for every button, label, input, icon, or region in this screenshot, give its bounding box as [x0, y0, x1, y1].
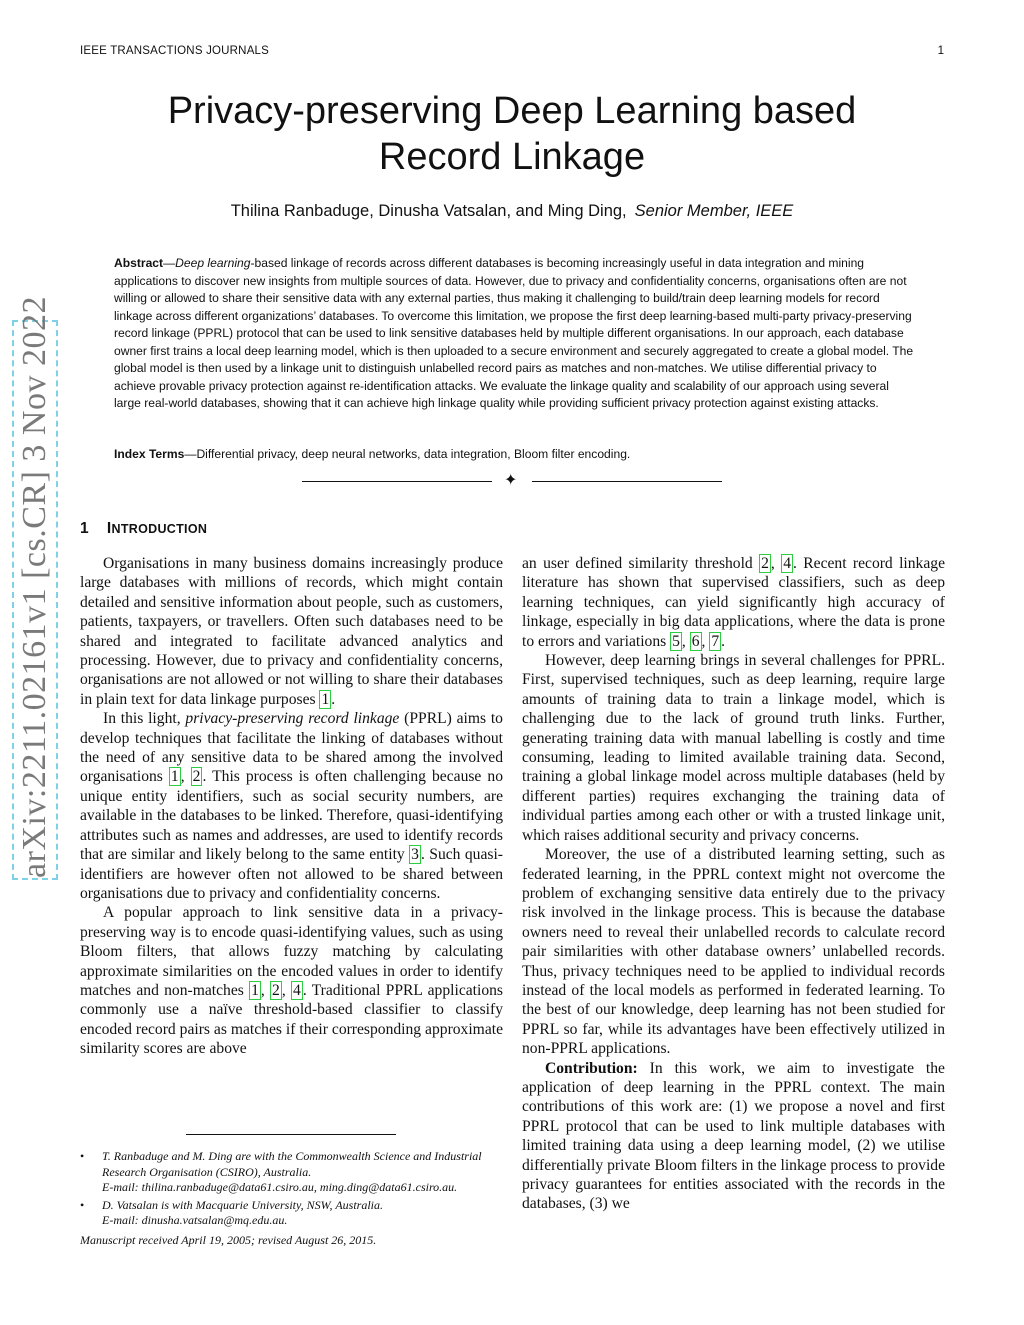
index-terms-text: Differential privacy, deep neural networks, data integration, Bloom filter encoding.	[196, 447, 631, 461]
punctuation: ,	[770, 555, 775, 572]
paragraph	[80, 709, 503, 903]
section-title-rest: NTRODUCTION	[111, 522, 208, 536]
paragraph-text: . This process is often challenging because no unique entity identifiers, such as social security numbers, are available in the databases to be linked. Therefore, quasi-identifying attributes such as names and addresses, are used to identify records that are similar and likely belong to the same entity	[80, 768, 503, 864]
separator-line-left	[302, 481, 492, 482]
paragraph-text: In this light,	[103, 710, 181, 728]
punctuation: .	[721, 632, 726, 650]
citation-link[interactable]	[270, 981, 282, 1000]
paper-title	[0, 88, 1024, 180]
citation-link[interactable]	[759, 554, 771, 573]
index-terms-label: Index Terms	[114, 447, 185, 461]
paragraph-text: In this work, we aim to investigate the application of deep learning in the PPRL context. The main contributions of this work are: (1) we propose a novel and first PPRL protocol that can be used to link multiple databases with limited training data using a deep learning model, (2) we utilise differentially private Bloom filters in the linkage process to provide privacy guarantees for entities associated with the records in the databases, (3) we	[522, 1059, 945, 1213]
footnote-email: E-mail: thilina.ranbaduge@data61.csiro.au, ming.ding@data61.csiro.au.	[102, 1180, 458, 1194]
paragraph	[522, 1059, 945, 1214]
paragraph-text: . Such quasi-identifiers are however often not allowed to be shared between organisations due to privacy and confidentiality concerns.	[80, 846, 503, 902]
abstract	[114, 255, 914, 413]
citation-link[interactable]	[249, 981, 261, 1000]
paragraph-text: (PPRL) aims to develop techniques that facilitate the linking of databases without the need of any sensitive data to be shared among the involved organisations	[80, 710, 503, 786]
title-line-1: Privacy-preserving Deep Learning based	[167, 90, 857, 132]
paragraph-text: . Traditional PPRL applications commonly use a naïve threshold-based classifier to classify encoded record pairs as matches if their corresponding approximate similarity scores are above	[80, 981, 503, 1058]
footnote-text: D. Vatsalan is with Macquarie University, NSW, Australia.	[102, 1197, 384, 1212]
abstract-lead-italic: Deep learning	[175, 256, 251, 270]
paragraph: However, deep learning brings in several challenges for PPRL. First, supervised techniques, such as deep learning, require large amounts of training data to train a linkage model, which is challenging due to the lack of ground truth links. Further, generating training data with manual labelling is costly and time consuming, leading to limited available training data. Second, training a global linkage model across multiple databases (held by different parties) requires exchanging the training data of individual parties among each other or with a trusted linkage unit, which raises additional security and privacy concerns.	[522, 652, 945, 844]
paragraph	[80, 903, 503, 1058]
citation-number: 3	[411, 846, 419, 864]
paragraph: Moreover, the use of a distributed learning setting, such as federated learning, in the PPRL context might not overcome the problem of exchanging sensitive data entirely due to the privacy risk involved in the linkage process. This is because the database owners need to reveal their unlabelled records to calculate record pair similarities with other database owners’ unlabelled records. Thus, privacy techniques need to be applied to individual records instead of the local models as performed in federated learning. To the best of our knowledge, deep learning has not been studied for PPRL so far, while its advantages have been effectively utilized in non-PPRL applications.	[522, 846, 945, 1058]
emphasis-term: privacy-preserving record linkage	[185, 710, 400, 728]
author-names: Thilina Ranbaduge, Dinusha Vatsalan, and Ming Ding,	[230, 202, 627, 220]
arxiv-stamp: arXiv:2211.02161v1 [cs.CR] 3 Nov 2022	[12, 320, 58, 880]
page-number: 1	[937, 45, 944, 57]
running-header: IEEE TRANSACTIONS JOURNALS	[80, 45, 270, 57]
title-line-2: Record Linkage	[378, 136, 646, 178]
citation-link[interactable]	[781, 554, 793, 573]
paragraph-text: Organisations in many business domains increasingly produce large databases with millions of records, which might contain detailed and sensitive information about people, such as customers, patients, taxpayers, or travellers. Often such databases need to be shared and integrated to facilitate advanced analytics and processing. However, due to privacy and confidentiality concerns, organisations are not allowed or not willing to share their databases in plain text for data linkage purposes	[80, 555, 503, 708]
bullet-icon: •	[80, 1149, 85, 1163]
separator-line-right	[532, 481, 722, 482]
paragraph	[522, 554, 945, 651]
footnote-text: T. Ranbaduge and M. Ding are with the Commonwealth Science and Industrial Research Organisation (CSIRO), Australia.	[102, 1149, 482, 1179]
citation-number: 2	[192, 768, 201, 786]
citation-link[interactable]	[191, 767, 203, 786]
index-terms	[114, 446, 914, 464]
citation-number: 4	[293, 981, 301, 999]
punctuation: ,	[260, 981, 265, 999]
abstract-dash: —	[163, 256, 176, 270]
citation-number: 5	[672, 632, 680, 650]
citation-number: 1	[321, 690, 330, 708]
footnote-email: E-mail: dinusha.vatsalan@mq.edu.au.	[102, 1213, 288, 1227]
citation-number: 6	[691, 632, 700, 650]
citation-number: 7	[711, 632, 720, 650]
left-column	[80, 554, 503, 1059]
citation-link[interactable]	[319, 690, 331, 709]
section-heading	[80, 520, 207, 538]
citation-number: 1	[170, 768, 179, 786]
paragraph-text: . Recent record linkage literature has shown that supervised classifiers, such as deep learning techniques, can yield significantly high accuracy of linkage, especially in big data applications, where the data is prone to errors and variations	[522, 555, 945, 650]
paragraph-text: A popular approach to link sensitive data in a privacy-preserving way is to encode quasi-identifying values, such as using Bloom filters, that allows fuzzy matching by calculating approximate similarities on the encoded values in order to identify matches and non-matches	[80, 904, 503, 999]
punctuation: ,	[701, 632, 706, 650]
citation-link[interactable]	[291, 981, 303, 1000]
section-first-letter: I	[106, 520, 112, 537]
bullet-icon: •	[80, 1197, 85, 1212]
abstract-text: -based linkage of records across different databases is becoming increasingly useful in data integration and mining applications to discover new insights from multiple sources of data. However, due to privacy and confidentiality concerns, organisations often are not willing or allowed to share their sensitive data with any external parties, thus making it challenging to build/train deep learning models for record linkage across different organizations’ databases. To overcome this limitation, we propose the first deep learning-based multi-party privacy-preserving record linkage (PPRL) protocol that can be used to link sensitive databases held by multiple different organisations. In our approach, each database owner first trains a local deep learning model, which is then uploaded to a secure environment and securely aggregated to create a global model. The global model is then used by a linkage unit to distinguish unlabelled record pairs as matches and non-matches. We utilise differential privacy to achieve provable privacy protection against re-identification attacks. We evaluate the linkage quality and scalability of our approach using several large real-world databases, showing that it can achieve high linkage quality while providing sufficient privacy protection against existing attacks.	[114, 256, 914, 410]
punctuation: ,	[681, 632, 686, 650]
paragraph	[80, 554, 503, 709]
punctuation: ,	[281, 981, 286, 999]
author-line	[0, 202, 1024, 221]
abstract-label: Abstract	[114, 256, 164, 270]
author-role: Senior Member, IEEE	[634, 202, 794, 220]
section-number: 1	[80, 520, 89, 537]
citation-number: 1	[251, 981, 259, 999]
footnote-item	[80, 1198, 503, 1229]
manuscript-note: Manuscript received April 19, 2005; revised August 26, 2015.	[80, 1233, 377, 1247]
paragraph-text: an user defined similarity threshold	[522, 555, 753, 572]
citation-link[interactable]	[169, 767, 181, 786]
citation-link[interactable]	[709, 632, 721, 651]
right-column	[522, 554, 945, 1214]
footnote-rule	[186, 1134, 396, 1135]
citation-number: 2	[761, 555, 769, 572]
citation-link[interactable]	[690, 632, 702, 651]
footnotes	[80, 1149, 503, 1231]
punctuation: ,	[180, 768, 185, 786]
footnote-item	[80, 1149, 503, 1196]
run-in-heading: Contribution:	[545, 1059, 638, 1077]
citation-number: 2	[272, 981, 280, 999]
punctuation: .	[331, 690, 336, 708]
citation-number: 4	[783, 555, 791, 572]
index-terms-dash: —	[184, 447, 197, 461]
citation-link[interactable]	[409, 845, 421, 864]
citation-link[interactable]	[670, 632, 682, 651]
separator-diamond-icon: ✦	[504, 472, 518, 489]
